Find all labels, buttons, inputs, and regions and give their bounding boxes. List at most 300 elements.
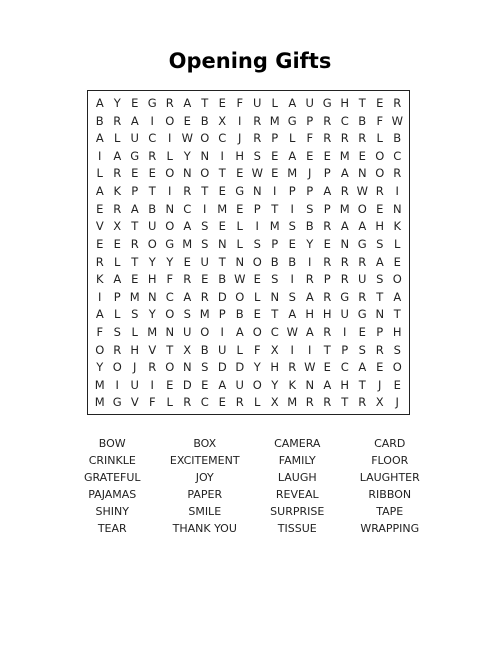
grid-letter[interactable]: B xyxy=(95,113,104,128)
grid-letter[interactable]: R xyxy=(358,395,367,410)
grid-letter[interactable]: J xyxy=(378,377,382,392)
grid-letter[interactable]: E xyxy=(218,184,226,199)
grid-letter[interactable]: G xyxy=(357,307,367,322)
grid-letter[interactable]: L xyxy=(236,342,243,357)
grid-letter[interactable]: B xyxy=(288,254,297,269)
grid-letter[interactable]: N xyxy=(270,289,280,304)
grid-letter[interactable]: B xyxy=(148,201,157,216)
grid-letter[interactable]: A xyxy=(393,289,402,304)
grid-letter[interactable]: M xyxy=(217,201,228,216)
grid-letter[interactable]: U xyxy=(218,342,227,357)
grid-letter[interactable]: E xyxy=(271,166,279,181)
grid-letter[interactable]: U xyxy=(130,131,139,146)
grid-letter[interactable]: R xyxy=(323,395,332,410)
grid-letter[interactable]: A xyxy=(130,113,139,128)
grid-letter[interactable]: W xyxy=(234,272,246,287)
grid-letter[interactable]: N xyxy=(165,201,175,216)
grid-letter[interactable]: L xyxy=(289,131,296,146)
grid-letter[interactable]: A xyxy=(358,219,367,234)
grid-letter[interactable]: E xyxy=(96,236,104,251)
grid-letter[interactable]: T xyxy=(271,307,279,322)
grid-letter[interactable]: A xyxy=(95,307,104,322)
grid-letter[interactable]: T xyxy=(376,289,384,304)
grid-letter[interactable]: S xyxy=(201,236,209,251)
grid-letter[interactable]: J xyxy=(133,360,137,375)
grid-letter[interactable]: N xyxy=(200,148,210,163)
grid-letter[interactable]: W xyxy=(251,166,263,181)
grid-letter[interactable]: E xyxy=(306,148,314,163)
grid-letter[interactable]: N xyxy=(147,289,157,304)
grid-letter[interactable]: M xyxy=(339,201,350,216)
grid-letter[interactable]: E xyxy=(323,360,331,375)
grid-letter[interactable]: L xyxy=(254,289,261,304)
grid-letter[interactable]: B xyxy=(305,219,314,234)
grid-letter[interactable]: I xyxy=(220,148,224,163)
grid-letter[interactable]: T xyxy=(271,201,279,216)
grid-letter[interactable]: L xyxy=(131,324,138,339)
grid-letter[interactable]: X xyxy=(113,219,122,234)
grid-letter[interactable]: L xyxy=(236,236,243,251)
grid-letter[interactable]: H xyxy=(270,360,280,375)
grid-letter[interactable]: R xyxy=(358,131,367,146)
grid-letter[interactable]: Y xyxy=(96,360,104,375)
grid-letter[interactable]: W xyxy=(286,324,298,339)
grid-letter[interactable]: E xyxy=(218,395,226,410)
grid-letter[interactable]: A xyxy=(323,184,332,199)
grid-letter[interactable]: D xyxy=(235,360,245,375)
grid-letter[interactable]: C xyxy=(340,113,349,128)
grid-letter[interactable]: S xyxy=(393,342,401,357)
grid-letter[interactable]: C xyxy=(393,148,402,163)
grid-letter[interactable]: G xyxy=(130,148,140,163)
grid-letter[interactable]: H xyxy=(375,219,385,234)
grid-letter[interactable]: E xyxy=(131,96,139,111)
grid-letter[interactable]: P xyxy=(341,342,349,357)
grid-letter[interactable]: C xyxy=(200,395,209,410)
grid-letter[interactable]: I xyxy=(220,324,224,339)
grid-letter[interactable]: T xyxy=(148,184,156,199)
grid-letter[interactable]: O xyxy=(200,324,210,339)
grid-letter[interactable]: W xyxy=(391,113,403,128)
grid-letter[interactable]: N xyxy=(252,184,262,199)
grid-letter[interactable]: O xyxy=(252,324,262,339)
grid-letter[interactable]: P xyxy=(306,184,314,199)
grid-letter[interactable]: S xyxy=(376,236,384,251)
grid-letter[interactable]: L xyxy=(96,166,103,181)
grid-letter[interactable]: O xyxy=(165,360,175,375)
grid-letter[interactable]: A xyxy=(305,324,314,339)
grid-letter[interactable]: J xyxy=(238,131,242,146)
grid-letter[interactable]: O xyxy=(252,377,262,392)
grid-letter[interactable]: G xyxy=(165,236,175,251)
grid-letter[interactable]: G xyxy=(235,184,245,199)
grid-letter[interactable]: D xyxy=(182,377,192,392)
grid-letter[interactable]: K xyxy=(95,272,104,287)
grid-letter[interactable]: W xyxy=(304,360,316,375)
grid-letter[interactable]: N xyxy=(182,360,192,375)
grid-letter[interactable]: X xyxy=(218,113,227,128)
grid-letter[interactable]: T xyxy=(358,96,366,111)
grid-letter[interactable]: R xyxy=(323,289,332,304)
grid-letter[interactable]: T xyxy=(393,307,401,322)
grid-letter[interactable]: B xyxy=(218,272,227,287)
grid-letter[interactable]: A xyxy=(113,272,122,287)
grid-letter[interactable]: M xyxy=(94,395,105,410)
grid-letter[interactable]: R xyxy=(113,201,122,216)
grid-letter[interactable]: I xyxy=(290,272,294,287)
grid-letter[interactable]: O xyxy=(392,272,402,287)
grid-letter[interactable]: M xyxy=(129,289,140,304)
grid-letter[interactable]: Y xyxy=(113,96,121,111)
grid-letter[interactable]: S xyxy=(201,360,209,375)
grid-letter[interactable]: J xyxy=(395,395,399,410)
grid-letter[interactable]: X xyxy=(375,395,384,410)
grid-letter[interactable]: I xyxy=(290,201,294,216)
grid-letter[interactable]: E xyxy=(253,307,261,322)
grid-letter[interactable]: R xyxy=(358,289,367,304)
grid-letter[interactable]: Y xyxy=(253,360,261,375)
grid-letter[interactable]: W xyxy=(181,131,193,146)
grid-letter[interactable]: G xyxy=(357,236,367,251)
grid-letter[interactable]: E xyxy=(358,324,366,339)
grid-letter[interactable]: R xyxy=(323,131,332,146)
grid-letter[interactable]: I xyxy=(150,377,154,392)
grid-letter[interactable]: B xyxy=(200,113,209,128)
grid-letter[interactable]: F xyxy=(96,324,104,339)
grid-letter[interactable]: E xyxy=(393,377,401,392)
grid-letter[interactable]: I xyxy=(238,113,242,128)
grid-letter[interactable]: S xyxy=(201,219,209,234)
grid-letter[interactable]: U xyxy=(235,377,244,392)
grid-letter[interactable]: F xyxy=(376,113,384,128)
grid-letter[interactable]: R xyxy=(340,184,349,199)
grid-letter[interactable]: O xyxy=(95,342,105,357)
grid-letter[interactable]: V xyxy=(130,395,139,410)
grid-letter[interactable]: E xyxy=(376,201,384,216)
grid-letter[interactable]: B xyxy=(393,131,402,146)
grid-letter[interactable]: O xyxy=(112,360,122,375)
grid-letter[interactable]: T xyxy=(131,254,139,269)
grid-letter[interactable]: E xyxy=(393,254,401,269)
grid-letter[interactable]: T xyxy=(131,219,139,234)
grid-letter[interactable]: P xyxy=(288,184,296,199)
grid-letter[interactable]: M xyxy=(339,148,350,163)
grid-letter[interactable]: I xyxy=(255,219,259,234)
grid-letter[interactable]: O xyxy=(375,166,385,181)
grid-letter[interactable]: I xyxy=(98,289,102,304)
grid-letter[interactable]: E xyxy=(236,166,244,181)
grid-letter[interactable]: A xyxy=(113,148,122,163)
grid-letter[interactable]: R xyxy=(253,131,262,146)
grid-letter[interactable]: T xyxy=(218,254,226,269)
grid-letter[interactable]: M xyxy=(182,236,193,251)
grid-letter[interactable]: T xyxy=(201,96,209,111)
grid-letter[interactable]: N xyxy=(165,324,175,339)
grid-letter[interactable]: M xyxy=(199,307,210,322)
grid-letter[interactable]: I xyxy=(168,184,172,199)
grid-letter[interactable]: M xyxy=(287,395,298,410)
grid-letter[interactable]: A xyxy=(340,166,349,181)
grid-letter[interactable]: Y xyxy=(166,254,174,269)
grid-letter[interactable]: O xyxy=(357,201,367,216)
grid-letter[interactable]: R xyxy=(375,184,384,199)
grid-letter[interactable]: I xyxy=(98,148,102,163)
grid-letter[interactable]: P xyxy=(113,289,121,304)
grid-letter[interactable]: E xyxy=(358,148,366,163)
grid-letter[interactable]: U xyxy=(340,307,349,322)
grid-letter[interactable]: D xyxy=(217,289,227,304)
grid-letter[interactable]: S xyxy=(376,272,384,287)
grid-letter[interactable]: E xyxy=(376,96,384,111)
grid-letter[interactable]: S xyxy=(131,307,139,322)
grid-letter[interactable]: R xyxy=(323,219,332,234)
grid-letter[interactable]: O xyxy=(235,289,245,304)
grid-letter[interactable]: H xyxy=(392,324,402,339)
grid-letter[interactable]: O xyxy=(375,148,385,163)
grid-letter[interactable]: A xyxy=(340,219,349,234)
grid-letter[interactable]: U xyxy=(200,254,209,269)
grid-letter[interactable]: P xyxy=(131,184,139,199)
grid-letter[interactable]: U xyxy=(253,96,262,111)
grid-letter[interactable]: R xyxy=(375,342,384,357)
grid-letter[interactable]: P xyxy=(271,131,279,146)
grid-letter[interactable]: S xyxy=(253,148,261,163)
grid-letter[interactable]: F xyxy=(236,96,244,111)
grid-letter[interactable]: E xyxy=(323,236,331,251)
grid-letter[interactable]: L xyxy=(114,307,121,322)
grid-letter[interactable]: H xyxy=(340,96,350,111)
grid-letter[interactable]: A xyxy=(323,377,332,392)
grid-letter[interactable]: S xyxy=(253,236,261,251)
grid-letter[interactable]: R xyxy=(305,395,314,410)
grid-letter[interactable]: O xyxy=(392,360,402,375)
grid-letter[interactable]: N xyxy=(305,377,315,392)
grid-letter[interactable]: L xyxy=(114,254,121,269)
grid-letter[interactable]: I xyxy=(395,184,399,199)
grid-letter[interactable]: G xyxy=(112,395,122,410)
grid-letter[interactable]: Y xyxy=(148,307,156,322)
grid-letter[interactable]: U xyxy=(183,324,192,339)
grid-letter[interactable]: Y xyxy=(148,254,156,269)
grid-letter[interactable]: A xyxy=(130,201,139,216)
grid-letter[interactable]: R xyxy=(393,166,402,181)
grid-letter[interactable]: O xyxy=(165,113,175,128)
grid-letter[interactable]: N xyxy=(357,166,367,181)
grid-letter[interactable]: R xyxy=(130,236,139,251)
grid-letter[interactable]: E xyxy=(323,148,331,163)
grid-letter[interactable]: Y xyxy=(271,377,279,392)
grid-letter[interactable]: E xyxy=(183,113,191,128)
grid-letter[interactable]: S xyxy=(288,289,296,304)
grid-letter[interactable]: N xyxy=(392,201,402,216)
grid-letter[interactable]: T xyxy=(358,377,366,392)
grid-letter[interactable]: E xyxy=(166,377,174,392)
grid-letter[interactable]: W xyxy=(356,184,368,199)
grid-letter[interactable]: A xyxy=(183,219,192,234)
grid-letter[interactable]: E xyxy=(96,201,104,216)
grid-letter[interactable]: R xyxy=(323,113,332,128)
grid-letter[interactable]: A xyxy=(95,131,104,146)
grid-letter[interactable]: P xyxy=(323,272,331,287)
grid-letter[interactable]: A xyxy=(95,96,104,111)
grid-letter[interactable]: L xyxy=(114,131,121,146)
grid-letter[interactable]: V xyxy=(148,342,157,357)
grid-letter[interactable]: U xyxy=(358,272,367,287)
grid-letter[interactable]: X xyxy=(270,395,279,410)
grid-letter[interactable]: C xyxy=(165,289,174,304)
grid-letter[interactable]: V xyxy=(95,219,104,234)
grid-letter[interactable]: N xyxy=(235,254,245,269)
grid-letter[interactable]: P xyxy=(253,201,261,216)
grid-letter[interactable]: O xyxy=(165,307,175,322)
grid-letter[interactable]: E xyxy=(131,272,139,287)
grid-letter[interactable]: R xyxy=(183,395,192,410)
grid-letter[interactable]: E xyxy=(201,377,209,392)
grid-letter[interactable]: B xyxy=(358,113,367,128)
grid-letter[interactable]: J xyxy=(308,166,312,181)
grid-letter[interactable]: O xyxy=(200,131,210,146)
grid-letter[interactable]: F xyxy=(306,131,314,146)
grid-letter[interactable]: L xyxy=(236,219,243,234)
grid-letter[interactable]: F xyxy=(253,342,261,357)
grid-letter[interactable]: R xyxy=(253,113,262,128)
grid-letter[interactable]: E xyxy=(376,360,384,375)
grid-letter[interactable]: D xyxy=(217,360,227,375)
grid-letter[interactable]: T xyxy=(341,395,349,410)
grid-letter[interactable]: A xyxy=(183,96,192,111)
grid-letter[interactable]: K xyxy=(393,219,402,234)
grid-letter[interactable]: I xyxy=(308,254,312,269)
grid-letter[interactable]: C xyxy=(218,131,227,146)
grid-letter[interactable]: L xyxy=(166,395,173,410)
grid-letter[interactable]: Y xyxy=(183,148,191,163)
grid-letter[interactable]: A xyxy=(218,377,227,392)
grid-letter[interactable]: R xyxy=(113,342,122,357)
grid-letter[interactable]: C xyxy=(148,131,157,146)
grid-letter[interactable]: X xyxy=(270,342,279,357)
grid-letter[interactable]: H xyxy=(322,307,332,322)
grid-letter[interactable]: M xyxy=(147,324,158,339)
grid-letter[interactable]: T xyxy=(218,166,226,181)
grid-letter[interactable]: P xyxy=(376,324,384,339)
grid-letter[interactable]: P xyxy=(323,201,331,216)
grid-letter[interactable]: P xyxy=(271,236,279,251)
grid-letter[interactable]: G xyxy=(147,96,157,111)
grid-letter[interactable]: B xyxy=(200,342,209,357)
grid-letter[interactable]: P xyxy=(323,166,331,181)
grid-letter[interactable]: G xyxy=(322,96,332,111)
grid-letter[interactable]: S xyxy=(288,219,296,234)
grid-letter[interactable]: R xyxy=(340,254,349,269)
grid-letter[interactable]: N xyxy=(340,236,350,251)
grid-letter[interactable]: M xyxy=(269,113,280,128)
grid-letter[interactable]: Y xyxy=(306,236,314,251)
grid-letter[interactable]: L xyxy=(271,96,278,111)
grid-letter[interactable]: O xyxy=(252,254,262,269)
grid-letter[interactable]: B xyxy=(270,254,279,269)
grid-letter[interactable]: A xyxy=(235,324,244,339)
grid-letter[interactable]: E xyxy=(183,254,191,269)
grid-letter[interactable]: R xyxy=(340,272,349,287)
grid-letter[interactable]: R xyxy=(235,395,244,410)
grid-letter[interactable]: M xyxy=(269,219,280,234)
grid-letter[interactable]: I xyxy=(343,324,347,339)
grid-letter[interactable]: A xyxy=(358,360,367,375)
grid-letter[interactable]: E xyxy=(148,166,156,181)
grid-letter[interactable]: R xyxy=(113,166,122,181)
grid-letter[interactable]: R xyxy=(340,131,349,146)
grid-letter[interactable]: G xyxy=(287,113,297,128)
grid-letter[interactable]: I xyxy=(273,184,277,199)
grid-letter[interactable]: R xyxy=(183,272,192,287)
grid-letter[interactable]: I xyxy=(308,342,312,357)
grid-letter[interactable]: R xyxy=(148,360,157,375)
grid-letter[interactable]: G xyxy=(340,289,350,304)
grid-letter[interactable]: R xyxy=(305,272,314,287)
grid-letter[interactable]: O xyxy=(165,166,175,181)
grid-letter[interactable]: I xyxy=(290,342,294,357)
grid-letter[interactable]: K xyxy=(288,377,297,392)
grid-letter[interactable]: K xyxy=(113,184,122,199)
grid-letter[interactable]: T xyxy=(166,342,174,357)
grid-letter[interactable]: H xyxy=(130,342,140,357)
grid-letter[interactable]: E xyxy=(218,96,226,111)
grid-letter[interactable]: A xyxy=(288,307,297,322)
grid-letter[interactable]: F xyxy=(148,395,156,410)
grid-letter[interactable]: O xyxy=(200,166,210,181)
grid-letter[interactable]: U xyxy=(305,96,314,111)
grid-letter[interactable]: R xyxy=(358,254,367,269)
grid-letter[interactable]: A xyxy=(288,96,297,111)
grid-letter[interactable]: B xyxy=(235,307,244,322)
grid-letter[interactable]: A xyxy=(183,289,192,304)
grid-letter[interactable]: E xyxy=(253,272,261,287)
grid-letter[interactable]: E xyxy=(131,166,139,181)
grid-letter[interactable]: R xyxy=(165,96,174,111)
grid-letter[interactable]: A xyxy=(305,289,314,304)
grid-letter[interactable]: O xyxy=(147,236,157,251)
grid-letter[interactable]: M xyxy=(94,377,105,392)
grid-letter[interactable]: S xyxy=(113,324,121,339)
grid-letter[interactable]: H xyxy=(147,272,157,287)
grid-letter[interactable]: I xyxy=(150,113,154,128)
grid-letter[interactable]: C xyxy=(183,201,192,216)
grid-letter[interactable]: A xyxy=(288,148,297,163)
grid-letter[interactable]: T xyxy=(201,184,209,199)
grid-letter[interactable]: R xyxy=(323,254,332,269)
grid-letter[interactable]: L xyxy=(376,131,383,146)
grid-letter[interactable]: I xyxy=(168,131,172,146)
grid-letter[interactable]: S xyxy=(358,342,366,357)
grid-letter[interactable]: R xyxy=(148,148,157,163)
grid-letter[interactable]: H xyxy=(305,307,315,322)
grid-letter[interactable]: N xyxy=(375,307,385,322)
grid-letter[interactable]: I xyxy=(115,377,119,392)
grid-letter[interactable]: E xyxy=(201,272,209,287)
grid-letter[interactable]: L xyxy=(254,395,261,410)
grid-letter[interactable]: M xyxy=(287,166,298,181)
grid-letter[interactable]: S xyxy=(183,307,191,322)
grid-letter[interactable]: A xyxy=(95,184,104,199)
grid-letter[interactable]: R xyxy=(323,324,332,339)
grid-letter[interactable]: H xyxy=(235,148,245,163)
grid-letter[interactable]: R xyxy=(113,113,122,128)
grid-letter[interactable]: S xyxy=(271,272,279,287)
grid-letter[interactable]: E xyxy=(288,236,296,251)
grid-letter[interactable]: N xyxy=(182,166,192,181)
grid-letter[interactable]: E xyxy=(271,148,279,163)
grid-letter[interactable]: H xyxy=(340,377,350,392)
